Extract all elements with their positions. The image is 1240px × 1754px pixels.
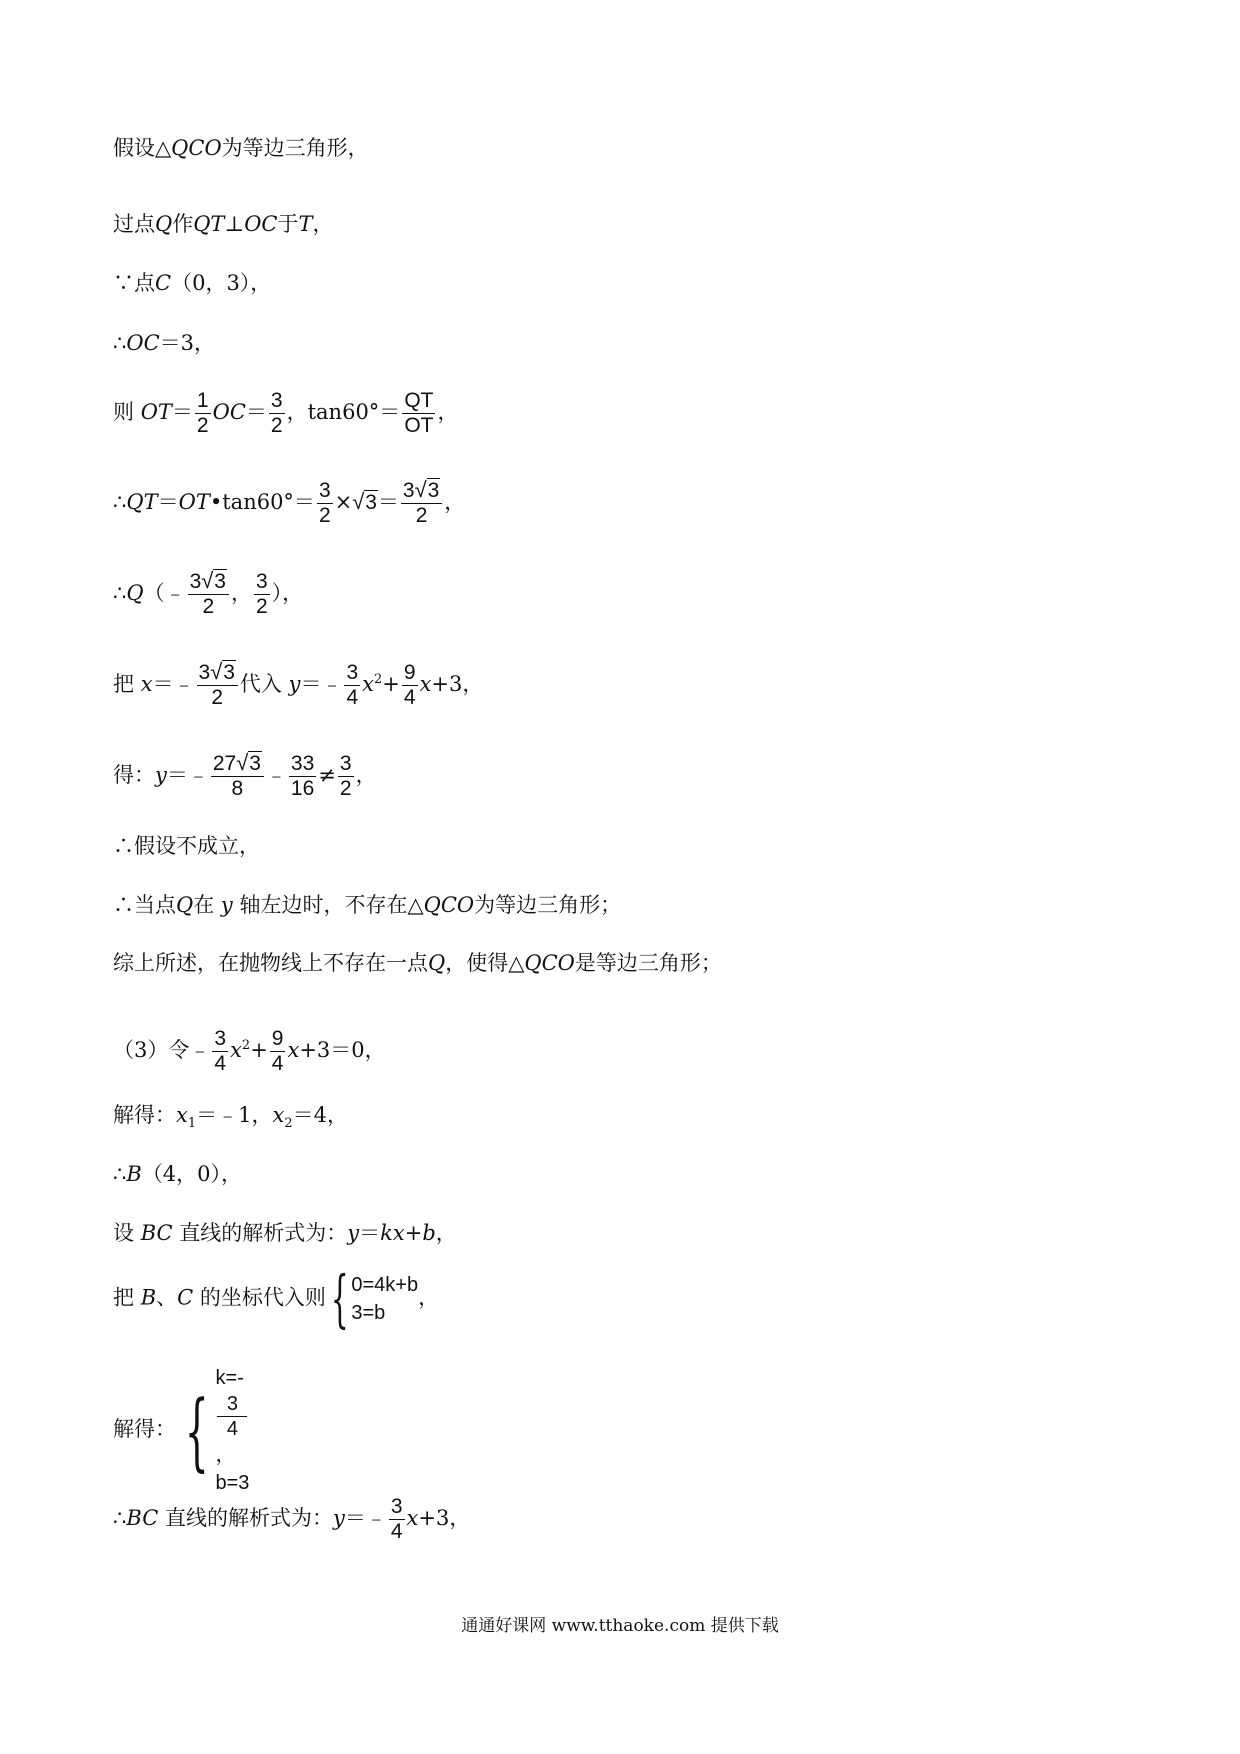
fraction: $\frac{3}{4}$ <box>390 1495 403 1543</box>
line-3: ∵点C（0，3）， <box>113 271 272 295</box>
fraction: $\frac{3}{2}$ <box>255 570 268 618</box>
line-4: ∴OC＝3， <box>113 331 216 355</box>
line-7: ∴Q（﹣ $\frac{3√ 3}{2}$ ， $\frac{3}{2}$ ）， <box>113 570 303 619</box>
fraction: $\frac{33}{16}$ <box>290 752 315 800</box>
line-2: 过点Q作QT⊥OC于T， <box>113 212 334 236</box>
line-9: 得：y＝﹣ $\frac{27√ 3}{8}$ ﹣ $\frac{33}{16}$ ≠ $\frac{3}{2}$ ， <box>113 752 377 801</box>
fraction: 3 4 <box>217 1392 247 1441</box>
line-16: 设 BC 直线的解析式为：y＝kx+b， <box>113 1221 457 1245</box>
fraction: $\frac{3√ 3}{2}$ <box>197 661 238 710</box>
line-14: 解得：$x_1=﹣1$，$x_2=4$， <box>113 1103 348 1132</box>
fraction: $\frac{9}{4}$ <box>271 1027 284 1075</box>
line-15: ∴B（4，0）， <box>113 1162 243 1186</box>
line-6: ∴QT＝OT•tan60°＝ $\frac{3}{2}$ ×√ 3＝ $\frac{3√ 3}{2}$ ， <box>113 479 465 528</box>
fraction: $\frac{3}{2}$ <box>318 479 331 527</box>
line-11: ∴当点Q在 y 轴左边时，不存在△QCO为等边三角形； <box>113 893 622 917</box>
line-19: ∴BC 直线的解析式为：y＝﹣ $\frac{3}{4}$ x+3， <box>113 1495 471 1543</box>
page-footer: 通通好课网 www.tthaoke.com 提供下载 <box>461 1616 779 1636</box>
fraction: $\frac{3}{2}$ <box>339 752 352 800</box>
fraction: $\frac{3√ 3}{2}$ <box>188 570 229 619</box>
fraction: $\frac{3}{4}$ <box>346 661 359 709</box>
fraction: $\frac{1}{2}$ <box>196 389 209 437</box>
line-12: 综上所述，在抛物线上不存在一点Q，使得△QCO是等边三角形； <box>113 951 722 975</box>
line-5: 则 OT＝ $\frac{1}{2}$ OC＝ $\frac{3}{2}$ ，tan60°＝ $\frac{QT}{OT}$ ， <box>113 389 459 437</box>
line-1: 假设△QCO为等边三角形， <box>113 136 369 160</box>
fraction: $\frac{3}{4}$ <box>214 1027 227 1075</box>
line-13: （3）令﹣ $\frac{3}{4}$ $x^2+$ $\frac{9}{4}$ x+3＝0， <box>113 1027 386 1075</box>
line-18: 解得： { k=- 3 4 ， b=3 <box>113 1367 250 1494</box>
line-10: ∴假设不成立， <box>113 834 260 858</box>
fraction: $\frac{QT}{OT}$ <box>404 389 434 437</box>
fraction: $\frac{9}{4}$ <box>403 661 416 709</box>
fraction: $\frac{3√ 3}{2}$ <box>401 479 442 528</box>
fraction: $\frac{27√ 3}{8}$ <box>211 752 264 801</box>
fraction: $\frac{3}{2}$ <box>270 389 283 437</box>
line-17: 把 B、C 的坐标代入则{ 0=4k+b 3=b ， <box>113 1262 440 1335</box>
line-8: 把 x＝﹣ $\frac{3√ 3}{2}$ 代入 y＝﹣ $\frac{3}{4}$ $x^2+$ $\frac{9}{4}$ x+3， <box>113 661 483 710</box>
